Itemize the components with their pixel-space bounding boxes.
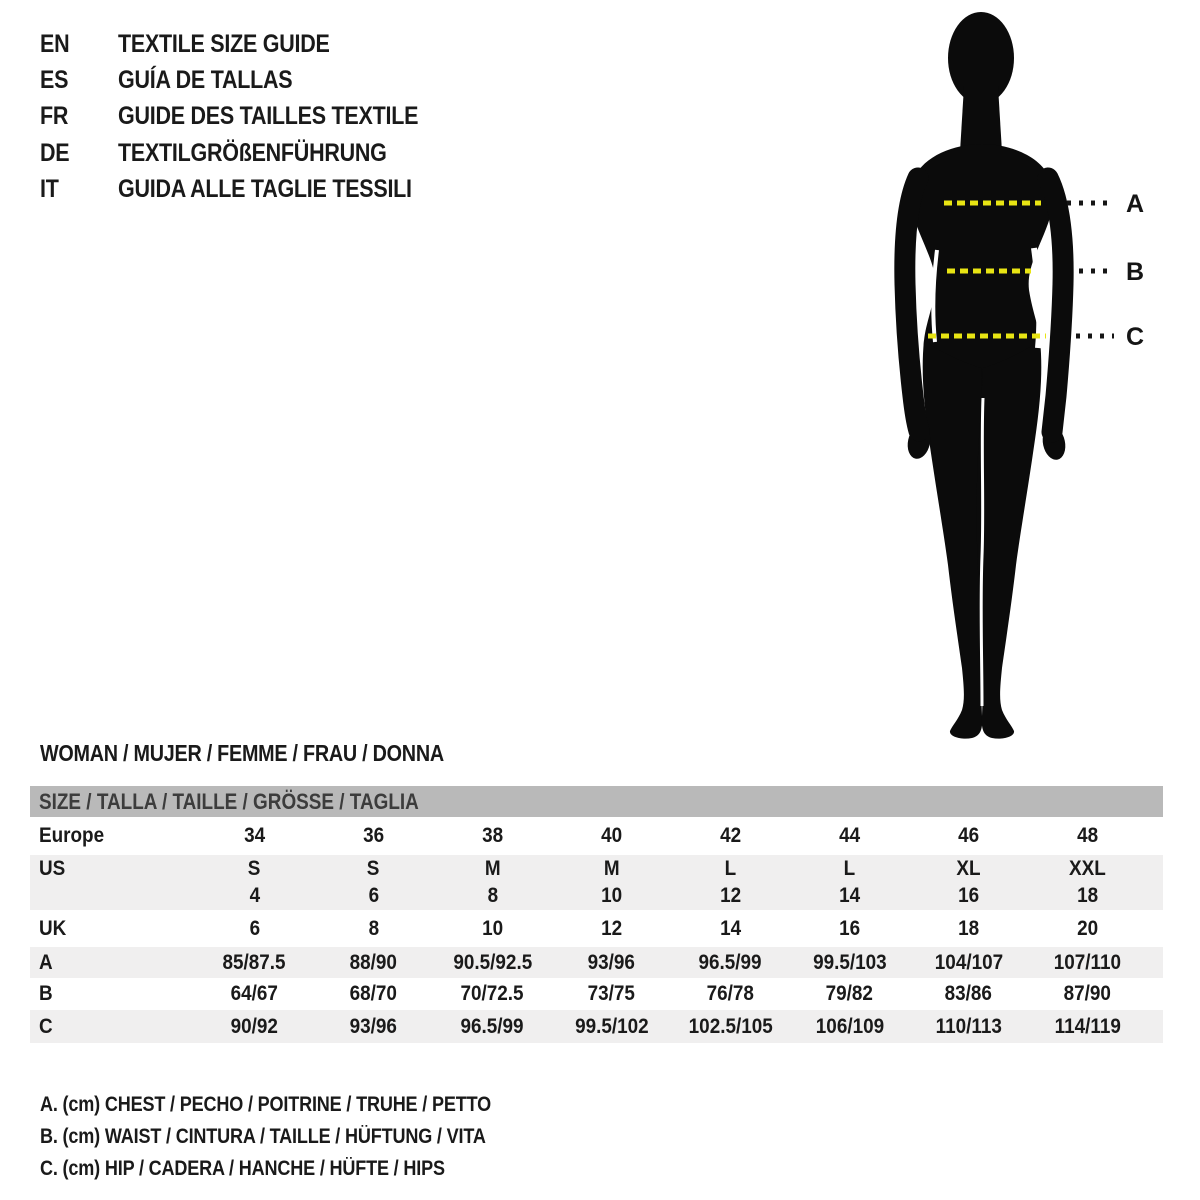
row-label: US xyxy=(39,856,66,880)
lang-title-fr: GUIDE DES TAILLES TEXTILE xyxy=(118,102,419,131)
size-cell: 36 xyxy=(362,824,385,847)
size-table-row xyxy=(30,910,1163,947)
size-table-body xyxy=(30,817,1163,1043)
size-cell: 4 xyxy=(249,884,260,907)
size-table xyxy=(30,786,1163,1043)
language-title-list xyxy=(40,26,467,208)
size-table-row xyxy=(30,817,1163,855)
size-cell: 12 xyxy=(600,916,623,940)
size-cell: 90.5/92.5 xyxy=(453,950,532,974)
lang-code-es: ES xyxy=(40,66,69,95)
size-cell: 38 xyxy=(481,824,504,847)
size-cell: 48 xyxy=(1076,824,1099,847)
size-cell: 10 xyxy=(481,916,504,940)
size-cell: 87/90 xyxy=(1063,982,1112,1005)
left-arm xyxy=(905,178,919,431)
size-cell: 34 xyxy=(243,824,266,847)
right-arm xyxy=(1048,178,1063,432)
lang-title-es: GUÍA DE TALLAS xyxy=(118,66,293,95)
size-cell: 93/96 xyxy=(587,950,636,974)
row-label: UK xyxy=(39,916,67,940)
size-cell: L xyxy=(843,856,856,880)
size-cell: 93/96 xyxy=(349,1014,398,1038)
size-cell: 99.5/103 xyxy=(812,950,887,974)
lang-row-en xyxy=(40,26,467,62)
legend-row-hip xyxy=(40,1153,564,1185)
size-cell: 6 xyxy=(249,916,260,940)
size-cell: 16 xyxy=(957,884,980,907)
section-title xyxy=(40,740,510,767)
size-table-row xyxy=(30,855,1163,882)
size-cell: 96.5/99 xyxy=(460,1014,525,1038)
size-cell: 8 xyxy=(487,884,498,907)
size-cell: XL xyxy=(956,856,981,880)
lang-row-it xyxy=(40,172,467,208)
lang-row-es xyxy=(40,62,467,98)
lang-row-fr xyxy=(40,99,467,135)
lang-code-de: DE xyxy=(40,138,70,167)
size-cell: L xyxy=(724,856,737,880)
size-cell: 96.5/99 xyxy=(698,950,763,974)
lang-code-en: EN xyxy=(40,29,70,58)
size-cell: 99.5/102 xyxy=(574,1014,649,1038)
size-cell: 20 xyxy=(1076,916,1099,940)
size-table-header xyxy=(30,786,1163,817)
row-label: A xyxy=(39,950,53,974)
size-cell: 18 xyxy=(957,916,980,940)
size-cell: 104/107 xyxy=(934,950,1003,974)
size-cell: 10 xyxy=(600,884,623,907)
size-cell: 106/109 xyxy=(815,1014,884,1038)
size-cell: S xyxy=(248,856,261,880)
size-cell: S xyxy=(367,856,380,880)
woman-silhouette xyxy=(860,0,1160,760)
size-cell: 18 xyxy=(1076,884,1099,907)
size-cell: 79/82 xyxy=(825,982,874,1005)
lang-code-fr: FR xyxy=(40,102,69,131)
size-cell: 68/70 xyxy=(349,982,398,1005)
size-cell: 14 xyxy=(719,916,742,940)
size-cell: M xyxy=(603,856,620,880)
size-table-row xyxy=(30,1010,1163,1043)
legend-hip-text: C. (cm) HIP / CADERA / HANCHE / HÜFTE / HIPS xyxy=(40,1157,445,1180)
size-cell: 8 xyxy=(368,916,379,940)
size-cell: 44 xyxy=(838,824,861,847)
size-cell: 12 xyxy=(719,884,742,907)
legend-row-waist xyxy=(40,1121,564,1153)
size-cell: 85/87.5 xyxy=(222,950,287,974)
size-cell: 73/75 xyxy=(587,982,636,1005)
size-cell: 88/90 xyxy=(349,950,398,974)
size-table-row xyxy=(30,947,1163,978)
marker-label-b: B xyxy=(1126,258,1145,286)
size-cell: 40 xyxy=(600,824,623,847)
marker-label-c: C xyxy=(1126,323,1145,351)
row-label xyxy=(30,884,195,908)
size-cell: 83/86 xyxy=(944,982,993,1005)
size-cell: 107/110 xyxy=(1053,950,1122,974)
lang-row-de xyxy=(40,135,467,171)
size-table-row xyxy=(30,882,1163,910)
lang-title-de: TEXTILGRÖßENFÜHRUNG xyxy=(118,138,387,167)
section-title-text: WOMAN / MUJER / FEMME / FRAU / DONNA xyxy=(40,740,444,766)
lang-title-it: GUIDA ALLE TAGLIE TESSILI xyxy=(118,175,412,204)
size-cell: 14 xyxy=(838,884,861,907)
row-label: Europe xyxy=(39,824,105,847)
size-cell: M xyxy=(484,856,501,880)
lang-title-en: TEXTILE SIZE GUIDE xyxy=(118,29,330,58)
size-cell: XXL xyxy=(1069,856,1106,880)
size-cell: 64/67 xyxy=(230,982,279,1005)
lang-code-it: IT xyxy=(40,175,59,204)
row-label: C xyxy=(39,1014,53,1038)
size-table-header-text: SIZE / TALLA / TAILLE / GRÖSSE / TAGLIA xyxy=(39,788,419,814)
legend-waist-text: B. (cm) WAIST / CINTURA / TAILLE / HÜFTUNG / VITA xyxy=(40,1125,486,1148)
size-cell: 16 xyxy=(838,916,861,940)
measurement-legend xyxy=(40,1089,564,1185)
legend-row-chest xyxy=(40,1089,564,1121)
marker-label-a: A xyxy=(1126,190,1145,218)
size-cell: 76/78 xyxy=(706,982,755,1005)
size-cell: 90/92 xyxy=(230,1014,279,1038)
size-cell: 6 xyxy=(368,884,379,907)
legend-chest-text: A. (cm) CHEST / PECHO / POITRINE / TRUHE / PETTO xyxy=(40,1093,491,1116)
size-cell: 102.5/105 xyxy=(688,1014,773,1038)
size-cell: 42 xyxy=(719,824,742,847)
size-table-row xyxy=(30,978,1163,1010)
size-cell: 46 xyxy=(957,824,980,847)
size-cell: 70/72.5 xyxy=(460,982,525,1005)
size-cell: 110/113 xyxy=(935,1014,1002,1038)
row-label: B xyxy=(39,982,53,1005)
size-cell: 114/119 xyxy=(1054,1014,1121,1038)
woman-silhouette-figure xyxy=(860,0,1160,760)
